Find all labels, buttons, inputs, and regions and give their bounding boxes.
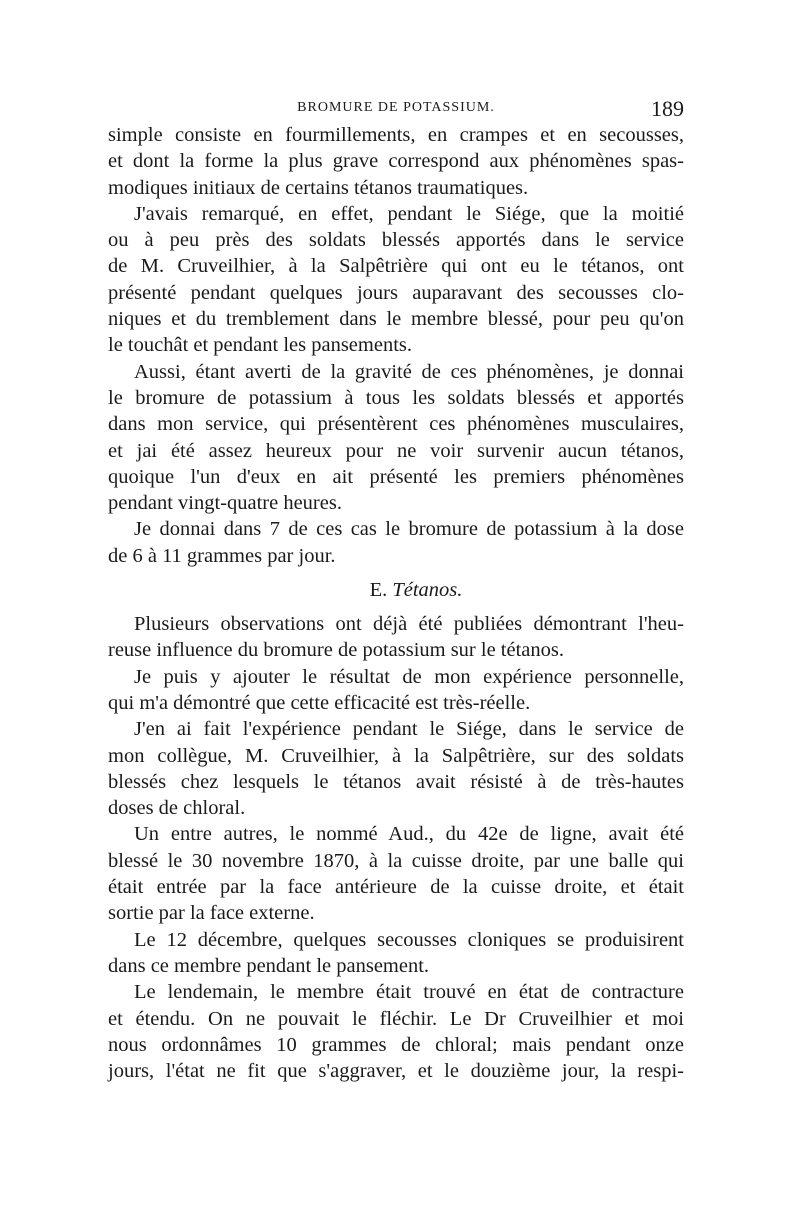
page-header [108, 96, 684, 122]
text-line: J'en ai fait l'expérience pendant le Siége, dans le service de [134, 718, 684, 741]
text-line: reuse influence du bromure de potassium sur le tétanos. [108, 639, 564, 662]
text-line: qui m'a démontré que cette efficacité est très-réelle. [108, 691, 531, 714]
text-line: simple consiste en fourmillements, en crampes et en secousses, [108, 124, 684, 146]
text-line: le touchât et pendant les pansements. [108, 334, 412, 357]
text-line: modiques initiaux de certains tétanos traumatiques. [108, 176, 529, 199]
text-line: Un entre autres, le nommé Aud., du 42e de ligne, avait été [134, 823, 684, 846]
text-block-before-section [108, 122, 684, 569]
page-number: 189 [651, 96, 684, 121]
section-letter: E. [369, 579, 388, 602]
text-line: Le lendemain, le membre était trouvé en état de contracture [134, 981, 684, 1004]
text-line: niques et du tremblement dans le membre blessé, pour peu qu'on [108, 308, 684, 331]
text-line: Je puis y ajouter le résultat de mon expérience personnelle, [134, 665, 684, 688]
body-text [108, 122, 684, 1084]
text-line: J'avais remarqué, en effet, pendant le Siége, que la moitié [134, 202, 684, 225]
section-title: Tétanos. [392, 579, 463, 602]
text-block-after-section [108, 611, 684, 1084]
text-line: Plusieurs observations ont déjà été publiées démontrant l'heu- [134, 613, 684, 636]
text-line: le bromure de potassium à tous les soldats blessés et apportés [108, 386, 684, 409]
text-line: dans mon service, qui présentèrent ces phénomènes musculaires, [108, 413, 684, 436]
section-heading [108, 569, 684, 611]
text-line: Le 12 décembre, quelques secousses cloniques se produisirent [134, 928, 684, 951]
text-line: était entrée par la face antérieure de la cuisse droite, et était [108, 876, 684, 899]
text-line: de M. Cruveilhier, à la Salpêtrière qui ont eu le tétanos, ont [108, 255, 684, 278]
running-title: BROMURE DE POTASSIUM. [297, 100, 495, 115]
text-line: dans ce membre pendant le pansement. [108, 954, 430, 977]
text-line: sortie par la face externe. [108, 902, 315, 925]
text-line: Aussi, étant averti de la gravité de ces phénomènes, je donnai [134, 360, 684, 383]
text-line: doses de chloral. [108, 797, 246, 820]
text-line: mon collègue, M. Cruveilhier, à la Salpêtrière, sur des soldats [108, 744, 684, 767]
text-line: blessé le 30 novembre 1870, à la cuisse droite, par une balle qui [108, 849, 684, 872]
text-line: de 6 à 11 grammes par jour. [108, 544, 336, 567]
text-line: ou à peu près des soldats blessés apportés dans le service [108, 229, 684, 252]
text-line: blessés chez lesquels le tétanos avait résisté à de très-hautes [108, 770, 684, 793]
text-line: quoique l'un d'eux en ait présenté les premiers phénomènes [108, 465, 684, 488]
text-line: Je donnai dans 7 de ces cas le bromure de potassium à la dose [134, 518, 684, 541]
text-line: présenté pendant quelques jours auparavant des secousses clo- [108, 281, 684, 304]
text-line: et étendu. On ne pouvait le fléchir. Le Dr Cruveilhier et moi [108, 1007, 684, 1030]
text-line: et jai été assez heureux pour ne voir survenir aucun tétanos, [108, 439, 684, 462]
text-line: jours, l'état ne fit que s'aggraver, et le douzième jour, la respi- [108, 1060, 684, 1083]
text-line: et dont la forme la plus grave correspond aux phénomènes spas- [108, 150, 684, 173]
text-line: nous ordonnâmes 10 grammes de chloral; mais pendant onze [108, 1033, 684, 1056]
text-line: pendant vingt-quatre heures. [108, 492, 342, 515]
